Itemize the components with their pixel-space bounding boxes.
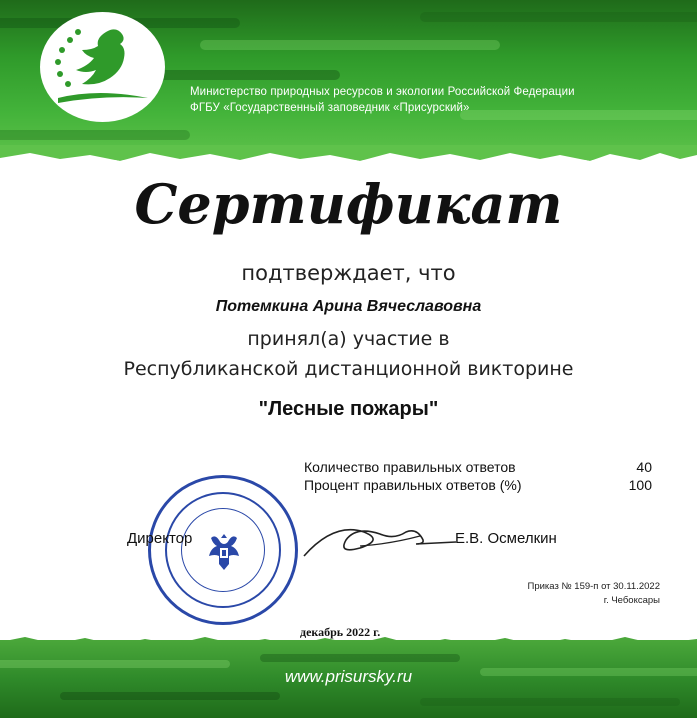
stats-value: 40	[636, 459, 652, 475]
ministry-line-2: ФГБУ «Государственный заповедник «Присурский»	[190, 102, 470, 114]
website-link[interactable]: www.prisursky.ru	[284, 667, 413, 686]
handwritten-signature	[300, 516, 460, 562]
capercaillie-bird-icon	[48, 20, 158, 115]
stats-row	[304, 458, 652, 476]
participated-text: принял(а) участие в	[247, 328, 450, 350]
issue-date: декабрь 2022 г.	[300, 625, 381, 639]
director-label: Директор	[127, 530, 193, 547]
confirms-text: подтверждает, что	[241, 261, 456, 285]
certificate-title: Сертификат	[134, 172, 563, 236]
header-torn-edge	[0, 145, 697, 167]
official-seal	[148, 475, 298, 625]
stats-row	[304, 476, 652, 494]
director-name: Е.В. Осмелкин	[455, 530, 557, 547]
event-text: Республиканской дистанционной викторине	[123, 358, 574, 380]
quiz-name: "Лесные пожары"	[258, 398, 439, 420]
stats-label: Количество правильных ответов	[304, 459, 516, 475]
order-line-2: г. Чебоксары	[603, 595, 660, 606]
recipient-name: Потемкина Арина Вячеславовна	[215, 298, 482, 315]
stats-value: 100	[628, 477, 652, 493]
ministry-line-1: Министерство природных ресурсов и экологии Российской Федерации	[190, 86, 575, 98]
order-line-1: Приказ № 159-п от 30.11.2022	[527, 581, 660, 592]
stats-label: Процент правильных ответов (%)	[304, 477, 522, 493]
stats-table	[304, 458, 652, 494]
double-headed-eagle-icon	[203, 528, 245, 574]
